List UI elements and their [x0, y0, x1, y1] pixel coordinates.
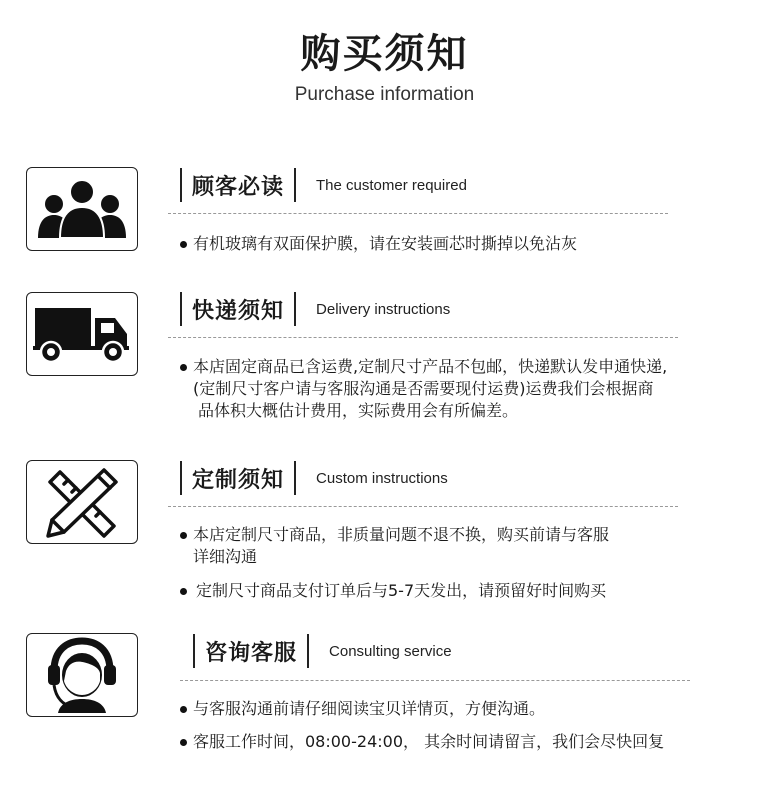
people-icon	[34, 174, 130, 244]
bullet-icon	[180, 364, 187, 371]
truck-icon	[33, 304, 131, 364]
dashed-divider	[168, 213, 668, 214]
dashed-divider	[168, 337, 678, 338]
list-item-text: 客服工作时间，08:00-24:00， 其余时间请留言，我们会尽快回复	[193, 732, 665, 751]
page-title: 购买须知	[300, 31, 469, 77]
dashed-divider	[180, 680, 690, 681]
bullet-icon	[180, 241, 187, 248]
list-item-line: 详细沟通	[193, 547, 258, 566]
bullet-icon	[180, 739, 187, 746]
people-icon-box	[26, 167, 138, 251]
list-item-line: (定制尺寸客户请与客服沟通是否需要现付运费)运费我们会根据商	[193, 379, 654, 398]
list-item-line: 本店定制尺寸商品，非质量问题不退不换，购买前请与客服	[193, 525, 610, 544]
ruler-pencil-icon-box	[26, 460, 138, 544]
section-title-zh: 咨询客服	[205, 640, 298, 666]
ruler-pencil-icon	[42, 466, 122, 538]
list-item	[180, 698, 750, 720]
headset-icon-box	[26, 633, 138, 717]
truck-icon-box	[26, 292, 138, 376]
list-item-line: 品体积大概估计费用，实际费用会有所偏差。	[198, 401, 519, 420]
section-header	[193, 634, 452, 668]
section-header	[180, 461, 448, 495]
section-title-en: Delivery instructions	[316, 300, 451, 318]
list-item-text: 与客服沟通前请仔细阅读宝贝详情页，方便沟通。	[193, 699, 546, 718]
bullet-icon	[180, 588, 187, 595]
section-title-zh: 快递须知	[192, 298, 285, 324]
section-title-en: Consulting service	[329, 642, 452, 660]
list-item	[180, 524, 740, 568]
list-item-text: 定制尺寸商品支付订单后与5-7天发出，请预留好时间购买	[196, 581, 607, 600]
bullet-icon	[180, 532, 187, 539]
section-header	[180, 168, 467, 202]
dashed-divider	[168, 506, 678, 507]
section-header	[180, 292, 450, 326]
list-item	[180, 580, 740, 602]
list-item	[180, 731, 760, 753]
list-item-text: 有机玻璃有双面保护膜，请在安装画芯时撕掉以免沾灰	[193, 234, 578, 253]
section-title-en: The customer required	[316, 176, 467, 194]
section-title-zh: 定制须知	[192, 467, 285, 493]
headset-icon	[42, 637, 122, 713]
list-item	[180, 233, 740, 255]
page-subtitle: Purchase information	[294, 84, 475, 105]
list-item	[180, 356, 760, 422]
section-title-zh: 顾客必读	[192, 174, 285, 200]
bullet-icon	[180, 706, 187, 713]
list-item-line: 本店固定商品已含运费,定制尺寸产品不包邮，快递默认发申通快递,	[193, 357, 668, 376]
section-title-en: Custom instructions	[316, 469, 448, 487]
